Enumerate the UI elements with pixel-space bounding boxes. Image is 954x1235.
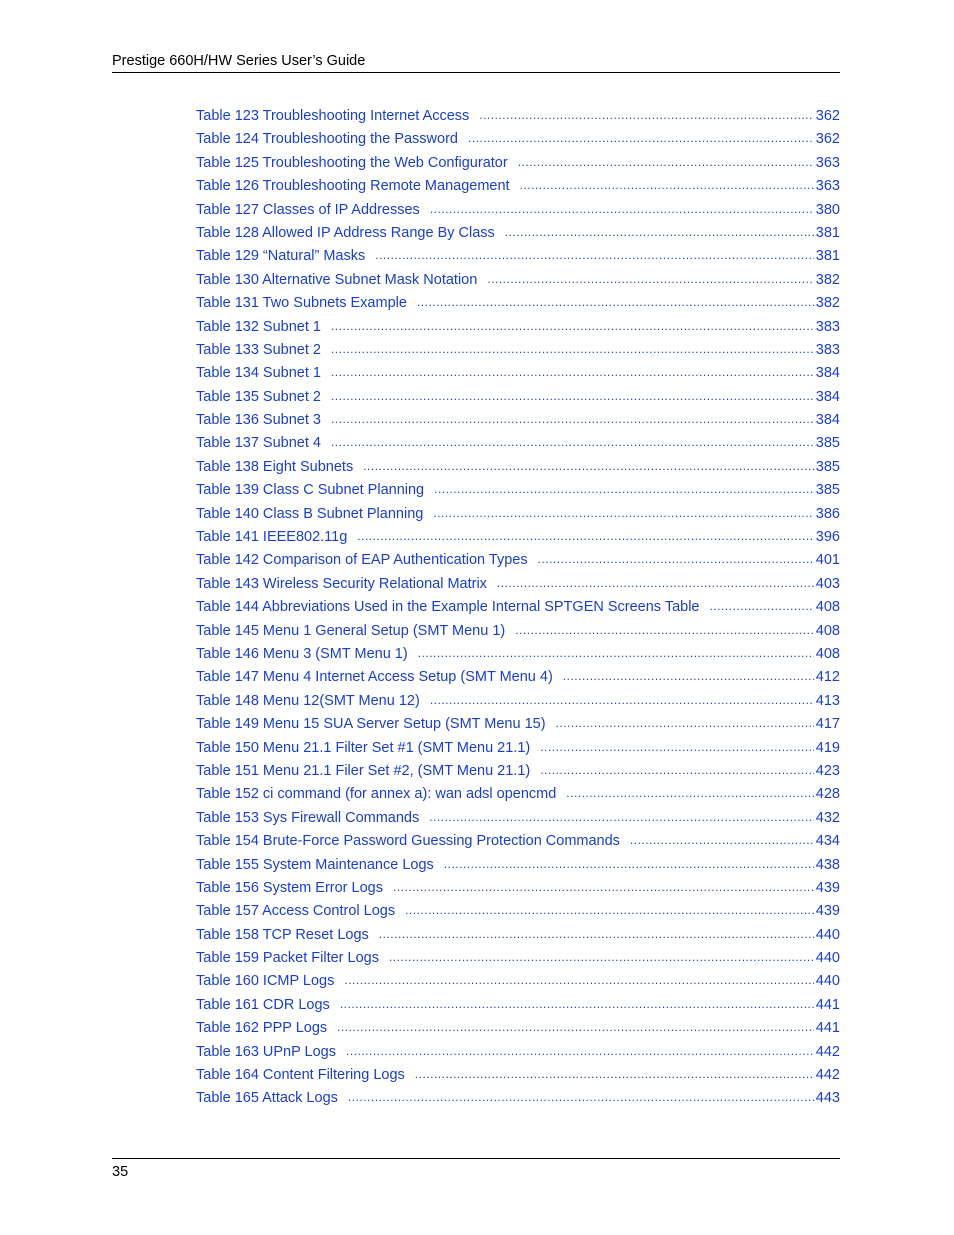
dot-leader (433, 502, 813, 525)
toc-entry-page-number: 432 (815, 809, 840, 826)
dot-leader (434, 478, 814, 501)
toc-entry-label: Table 138 Eight Subnets (196, 458, 354, 475)
toc-entry-label: Table 156 System Error Logs (196, 879, 383, 896)
toc-entry-label: Table 123 Troubleshooting Internet Access (196, 108, 470, 124)
toc-entry-label: Table 140 Class B Subnet Planning (196, 505, 424, 522)
toc-entry-label: Table 157 Access Control Logs (196, 903, 396, 920)
dot-leader (515, 619, 814, 642)
toc-entry-link[interactable] (196, 128, 840, 151)
toc-entry-label: Table 131 Two Subnets Example (196, 295, 407, 312)
toc-entry-label: Table 151 Menu 21.1 Filer Set #2, (SMT Menu 21.1) (196, 762, 531, 779)
dot-leader (331, 431, 814, 454)
dot-leader (375, 244, 814, 267)
toc-entry-label: Table 135 Subnet 2 (196, 388, 321, 405)
toc-entry-label: Table 161 CDR Logs (196, 996, 330, 1013)
dot-leader (337, 1016, 814, 1039)
toc-entry-link[interactable] (196, 994, 840, 1017)
toc-entry-link[interactable] (196, 666, 840, 689)
toc-entry-label: Table 141 IEEE802.11g (196, 529, 348, 546)
page-number: 35 (112, 1164, 129, 1180)
toc-entry-label: Table 125 Troubleshooting the Web Configurator (196, 154, 508, 171)
toc-entry-link[interactable] (196, 152, 840, 175)
toc-entry-page-number: 382 (815, 295, 840, 312)
dot-leader (444, 853, 814, 876)
toc-entry-page-number: 417 (815, 716, 840, 733)
dot-leader (563, 665, 814, 688)
toc-entry-link[interactable] (196, 245, 840, 268)
dot-leader (479, 104, 814, 127)
toc-entry-link[interactable] (196, 713, 840, 736)
toc-entry-label: Table 143 Wireless Security Relational Matrix (196, 575, 487, 592)
toc-entry-label: Table 126 Troubleshooting Remote Management (196, 178, 510, 195)
toc-entry-page-number: 380 (815, 201, 840, 218)
toc-entry-page-number: 443 (815, 1090, 840, 1107)
toc-entry-link[interactable] (196, 105, 840, 128)
toc-entry-link[interactable] (196, 760, 840, 783)
dot-leader (331, 408, 814, 431)
toc-entry-link[interactable] (196, 386, 840, 409)
toc-entry-page-number: 383 (815, 341, 840, 358)
toc-entry-label: Table 146 Menu 3 (SMT Menu 1) (196, 645, 408, 662)
toc-entry-label: Table 129 “Natural” Masks (196, 248, 366, 265)
dot-leader (393, 876, 814, 899)
toc-entry-link[interactable] (196, 339, 840, 362)
toc-entry-label: Table 128 Allowed IP Address Range By Class (196, 224, 495, 241)
toc-entry-page-number: 384 (815, 388, 840, 405)
toc-entry-link[interactable] (196, 1017, 840, 1040)
toc-entry-label: Table 149 Menu 15 SUA Server Setup (SMT Menu 15) (196, 716, 546, 733)
toc-entry-link[interactable] (196, 620, 840, 643)
toc-entry-label: Table 124 Troubleshooting the Password (196, 131, 458, 148)
dot-leader (340, 993, 814, 1016)
toc-entry-page-number: 439 (815, 903, 840, 920)
document-title: Prestige 660H/HW Series User’s Guide (112, 53, 366, 69)
toc-entry-link[interactable] (196, 269, 840, 292)
toc-entry-page-number: 401 (815, 552, 840, 569)
toc-entry-link[interactable] (196, 456, 840, 479)
toc-entry-label: Table 130 Alternative Subnet Mask Notation (196, 271, 478, 288)
toc-entry-page-number: 440 (815, 926, 840, 943)
toc-entry-page-number: 382 (815, 271, 840, 288)
dot-leader (405, 899, 814, 922)
toc-entry-page-number: 419 (815, 739, 840, 756)
toc-entry-link[interactable] (196, 409, 840, 432)
toc-entry-page-number: 440 (815, 950, 840, 967)
dot-leader (505, 221, 814, 244)
toc-entry-page-number: 428 (815, 786, 840, 803)
toc-entry-page-number: 441 (815, 1020, 840, 1037)
toc-entry-label: Table 133 Subnet 2 (196, 341, 321, 358)
toc-entry-page-number: 362 (815, 108, 840, 124)
toc-entry-label: Table 136 Subnet 3 (196, 412, 321, 429)
toc-entry-label: Table 155 System Maintenance Logs (196, 856, 434, 873)
toc-entry-link[interactable] (196, 900, 840, 923)
dot-leader (430, 689, 814, 712)
dot-leader (497, 572, 814, 595)
dot-leader (430, 198, 814, 221)
toc-entry-page-number: 442 (815, 1067, 840, 1084)
toc-entry-page-number: 381 (815, 224, 840, 241)
toc-entry-link[interactable] (196, 970, 840, 993)
toc-entry-page-number: 386 (815, 505, 840, 522)
toc-entry-label: Table 163 UPnP Logs (196, 1043, 337, 1060)
toc-entry-label: Table 147 Menu 4 Internet Access Setup (SMT Menu 4) (196, 669, 553, 686)
toc-entry-page-number: 384 (815, 412, 840, 429)
toc-entry-link[interactable] (196, 175, 840, 198)
toc-entry-label: Table 159 Packet Filter Logs (196, 950, 379, 967)
dot-leader (379, 923, 814, 946)
toc-entry-link[interactable] (196, 573, 840, 596)
toc-entry-page-number: 385 (815, 482, 840, 499)
dot-leader (630, 829, 814, 852)
toc-entry-link[interactable] (196, 1041, 840, 1064)
toc-entry-link[interactable] (196, 737, 840, 760)
dot-leader (331, 361, 814, 384)
dot-leader (415, 1063, 814, 1086)
toc-entry-page-number: 381 (815, 248, 840, 265)
dot-leader (518, 151, 814, 174)
toc-entry-link[interactable] (196, 549, 840, 572)
toc-entry-link[interactable] (196, 807, 840, 830)
dot-leader (429, 806, 814, 829)
toc-entry-link[interactable] (196, 526, 840, 549)
toc-entry-label: Table 145 Menu 1 General Setup (SMT Menu 1) (196, 622, 506, 639)
toc-entry-page-number: 438 (815, 856, 840, 873)
toc-entry-link[interactable] (196, 643, 840, 666)
toc-entry-label: Table 148 Menu 12(SMT Menu 12) (196, 692, 420, 709)
dot-leader (538, 548, 814, 571)
dot-leader (357, 525, 814, 548)
toc-entry-label: Table 162 PPP Logs (196, 1020, 328, 1037)
toc-entry-page-number: 412 (815, 669, 840, 686)
toc-entry-label: Table 164 Content Filtering Logs (196, 1067, 405, 1084)
dot-leader (710, 595, 814, 618)
dot-leader (540, 736, 814, 759)
toc-entry-link[interactable] (196, 432, 840, 455)
toc-entry-link[interactable] (196, 222, 840, 245)
toc-entry-page-number: 362 (815, 131, 840, 148)
dot-leader (344, 969, 813, 992)
dot-leader (417, 291, 814, 314)
toc-entry-label: Table 154 Brute-Force Password Guessing Protection Commands (196, 833, 620, 850)
toc-entry-page-number: 441 (815, 996, 840, 1013)
toc-entry-link[interactable] (196, 199, 840, 222)
toc-entry-link[interactable] (196, 830, 840, 853)
toc-entry-link[interactable] (196, 503, 840, 526)
toc-entry-page-number: 413 (815, 692, 840, 709)
toc-entry-link[interactable] (196, 690, 840, 713)
toc-entry-label: Table 160 ICMP Logs (196, 973, 335, 990)
toc-entry-label: Table 165 Attack Logs (196, 1090, 338, 1107)
toc-entry-link[interactable] (196, 947, 840, 970)
toc-entry-link[interactable] (196, 292, 840, 315)
dot-leader (566, 782, 814, 805)
dot-leader (331, 385, 814, 408)
toc-entry-label: Table 158 TCP Reset Logs (196, 926, 369, 943)
toc-entry-label: Table 144 Abbreviations Used in the Example Internal SPTGEN Screens Table (196, 599, 700, 616)
dot-leader (468, 127, 814, 150)
toc-entry-page-number: 363 (815, 178, 840, 195)
toc-entry-label: Table 127 Classes of IP Addresses (196, 201, 420, 218)
toc-entry-link[interactable] (196, 479, 840, 502)
page-footer (112, 1158, 840, 1180)
toc-entry-link[interactable] (196, 362, 840, 385)
toc-entry-page-number: 403 (815, 575, 840, 592)
toc-entry-label: Table 150 Menu 21.1 Filter Set #1 (SMT Menu 21.1) (196, 739, 531, 756)
toc-entry-page-number: 408 (815, 599, 840, 616)
toc-entry-label: Table 139 Class C Subnet Planning (196, 482, 425, 499)
toc-entry-page-number: 440 (815, 973, 840, 990)
toc-entry-page-number: 423 (815, 762, 840, 779)
dot-leader (331, 315, 814, 338)
toc-entry-page-number: 385 (815, 458, 840, 475)
toc-entry-link[interactable] (196, 924, 840, 947)
toc-entry-link[interactable] (196, 854, 840, 877)
dot-leader (348, 1086, 814, 1109)
toc-entry-page-number: 384 (815, 365, 840, 382)
toc-entry-label: Table 132 Subnet 1 (196, 318, 321, 335)
toc-entry-page-number: 385 (815, 435, 840, 452)
dot-leader (363, 455, 814, 478)
toc-entry-page-number: 442 (815, 1043, 840, 1060)
toc-entry-page-number: 383 (815, 318, 840, 335)
toc-entry-link[interactable] (196, 1064, 840, 1087)
toc-entry-link[interactable] (196, 316, 840, 339)
dot-leader (389, 946, 814, 969)
dot-leader (540, 759, 814, 782)
toc-entry-page-number: 434 (815, 833, 840, 850)
toc-entry-page-number: 408 (815, 622, 840, 639)
list-of-tables (196, 105, 840, 1111)
toc-entry-label: Table 142 Comparison of EAP Authentication Types (196, 552, 528, 569)
toc-entry-label: Table 134 Subnet 1 (196, 365, 321, 382)
page-header (112, 50, 840, 73)
toc-entry-page-number: 363 (815, 154, 840, 171)
dot-leader (346, 1040, 814, 1063)
toc-entry-page-number: 396 (815, 529, 840, 546)
dot-leader (556, 712, 814, 735)
toc-entry-label: Table 137 Subnet 4 (196, 435, 321, 452)
toc-entry-link[interactable] (196, 877, 840, 900)
toc-entry-page-number: 408 (815, 645, 840, 662)
toc-entry-link[interactable] (196, 783, 840, 806)
toc-entry-label: Table 152 ci command (for annex a): wan adsl opencmd (196, 786, 557, 803)
toc-entry-link[interactable] (196, 1087, 840, 1110)
dot-leader (331, 338, 814, 361)
toc-entry-page-number: 439 (815, 879, 840, 896)
toc-entry-label: Table 153 Sys Firewall Commands (196, 809, 420, 826)
dot-leader (520, 174, 814, 197)
dot-leader (487, 268, 813, 291)
toc-entry-link[interactable] (196, 596, 840, 619)
dot-leader (418, 642, 814, 665)
